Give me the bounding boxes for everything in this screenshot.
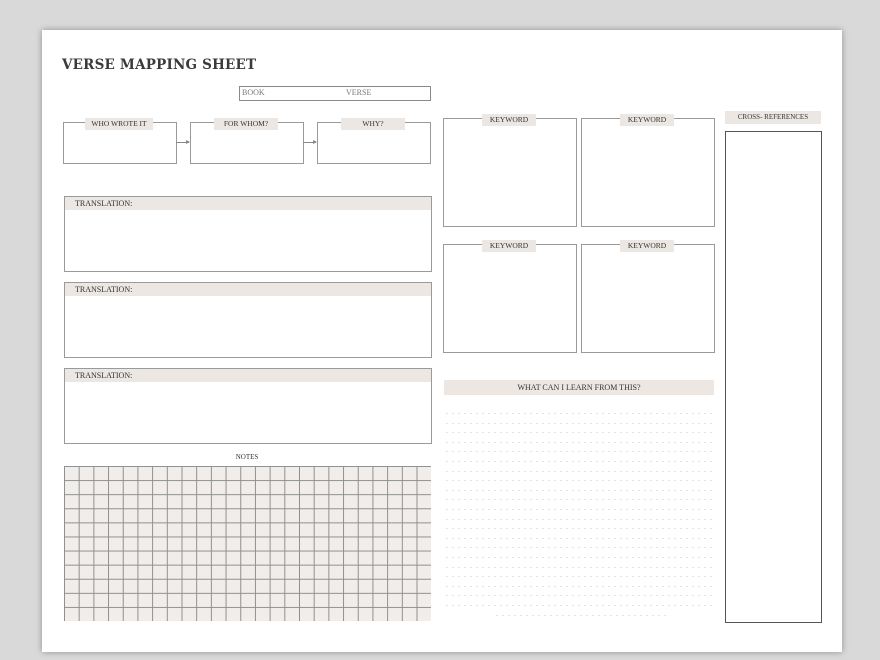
keyword-box[interactable] [443,244,577,353]
translation-header: TRANSLATION: [65,369,431,382]
dotted-writing-line [444,567,716,568]
dotted-writing-line [444,595,716,596]
translation-header: TRANSLATION: [65,283,431,296]
dotted-writing-line [444,547,716,548]
dotted-writing-line [444,490,716,491]
keyword-label: KEYWORD [620,240,674,252]
arrow-connector [176,142,189,143]
page-title: VERSE MAPPING SHEET [62,57,257,73]
translation-box[interactable] [64,282,432,358]
dotted-writing-line [444,528,716,529]
dotted-writing-line [444,480,716,481]
for-whom-label: FOR WHOM? [214,118,278,130]
keyword-label: KEYWORD [482,114,536,126]
dotted-writing-line [444,519,716,520]
dotted-writing-line [444,442,716,443]
book-verse-field[interactable] [239,86,431,101]
dotted-writing-line [444,605,716,606]
dotted-writing-line [444,423,716,424]
dotted-writing-line [444,509,716,510]
why-label: WHY? [341,118,405,130]
learn-lines[interactable] [444,413,716,625]
dotted-writing-line [444,557,716,558]
dotted-writing-line [444,538,716,539]
notes-grid[interactable] [64,466,431,621]
dotted-writing-line [444,471,716,472]
translation-header: TRANSLATION: [65,197,431,210]
translation-box[interactable] [64,368,432,444]
translation-box[interactable] [64,196,432,272]
dotted-writing-line [444,413,716,414]
keyword-box[interactable] [581,244,715,353]
dotted-writing-line [444,499,716,500]
keyword-box[interactable] [443,118,577,227]
dotted-writing-line [444,451,716,452]
who-wrote-it-label: WHO WROTE IT [85,118,153,130]
dotted-writing-line [444,432,716,433]
cross-references-label: CROSS- REFERENCES [725,111,821,124]
notes-label: NOTES [235,453,259,461]
learn-header: WHAT CAN I LEARN FROM THIS? [444,380,714,395]
dotted-writing-line [444,576,716,577]
dotted-writing-line [444,586,716,587]
dotted-writing-line [494,615,669,616]
keyword-label: KEYWORD [620,114,674,126]
keyword-label: KEYWORD [482,240,536,252]
book-label: BOOK [242,88,265,97]
keyword-box[interactable] [581,118,715,227]
worksheet-page [42,30,842,652]
dotted-writing-line [444,461,716,462]
arrow-connector [303,142,316,143]
cross-references-box[interactable] [725,131,822,623]
verse-label: VERSE [346,88,372,97]
